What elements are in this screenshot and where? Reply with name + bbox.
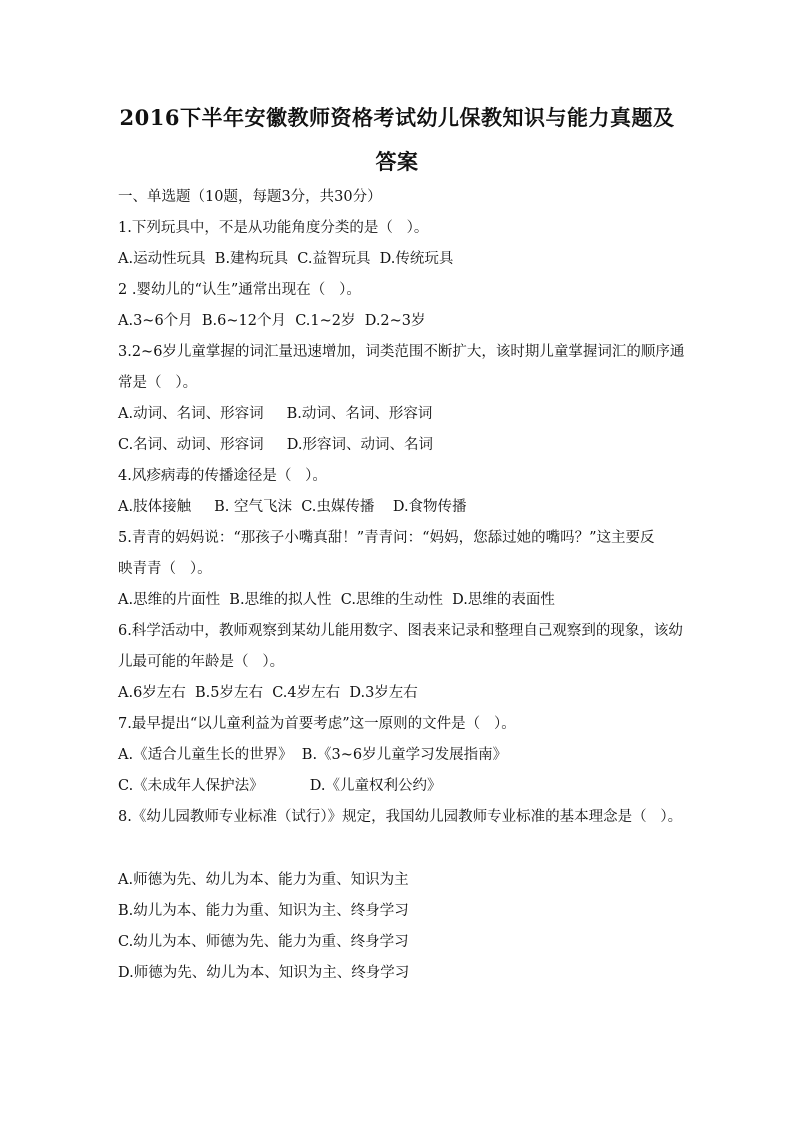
question-8-option-b: B.幼儿为本、能力为重、知识为主、终身学习 — [118, 903, 409, 919]
question-8-option-c: C.幼儿为本、师德为先、能力为重、终身学习 — [118, 934, 409, 950]
question-8-option-d: D.师德为先、幼儿为本、知识为主、终身学习 — [118, 965, 410, 981]
question-7-options-cd: C.《未成年人保护法》 D.《儿童权利公约》 — [118, 778, 442, 794]
question-8-option-a: A.师德为先、幼儿为本、能力为重、知识为主 — [118, 872, 409, 888]
question-6-continued: 儿最可能的年龄是（ ）。 — [118, 654, 285, 670]
question-6: 6.科学活动中，教师观察到某幼儿能用数字、图表来记录和整理自己观察到的现象，该幼 — [118, 623, 683, 639]
question-3-continued: 常是（ ）。 — [118, 375, 198, 391]
question-6-options: A.6岁左右 B.5岁左右 C.4岁左右 D.3岁左右 — [118, 685, 418, 701]
question-8: 8.《幼儿园教师专业标准（试行）》规定，我国幼儿园教师专业标准的基本理念是（ ）。 — [118, 809, 683, 825]
document-title: 2016下半年安徽教师资格考试幼儿保教知识与能力真题及 — [119, 105, 675, 130]
question-4: 4.风疹病毒的传播途径是（ ）。 — [118, 468, 327, 484]
section-header: 一、单选题（10题，每题3分，共30分） — [118, 189, 382, 205]
question-5: 5.青青的妈妈说：“那孩子小嘴真甜！”青青问：“妈妈，您舔过她的嘴吗？”这主要反 — [118, 530, 655, 546]
question-5-continued: 映青青（ ）。 — [118, 561, 212, 577]
question-3-options-cd: C.名词、动词、形容词 D.形容词、动词、名词 — [118, 437, 433, 453]
question-1: 1.下列玩具中，不是从功能角度分类的是（ ）。 — [118, 220, 429, 236]
question-1-options: A.运动性玩具 B.建构玩具 C.益智玩具 D.传统玩具 — [118, 251, 454, 267]
question-7: 7.最早提出“以儿童利益为首要考虑”这一原则的文件是（ ）。 — [118, 716, 516, 732]
question-7-options-ab: A.《适合儿童生长的世界》 B.《3~6岁儿童学习发展指南》 — [118, 747, 508, 763]
question-2: 2 .婴幼儿的“认生”通常出现在（ ）。 — [118, 282, 361, 298]
question-3: 3.2~6岁儿童掌握的词汇量迅速增加，词类范围不断扩大，该时期儿童掌握词汇的顺序通 — [118, 344, 685, 360]
document-title-continued: 答案 — [375, 149, 419, 174]
question-2-options: A.3~6个月 B.6~12个月 C.1~2岁 D.2~3岁 — [118, 313, 426, 329]
question-4-options: A.肢体接触 B. 空气飞沫 C.虫媒传播 D.食物传播 — [118, 499, 467, 515]
question-3-options-ab: A.动词、名词、形容词 B.动词、名词、形容词 — [118, 406, 433, 422]
question-5-options: A.思维的片面性 B.思维的拟人性 C.思维的生动性 D.思维的表面性 — [118, 592, 555, 608]
